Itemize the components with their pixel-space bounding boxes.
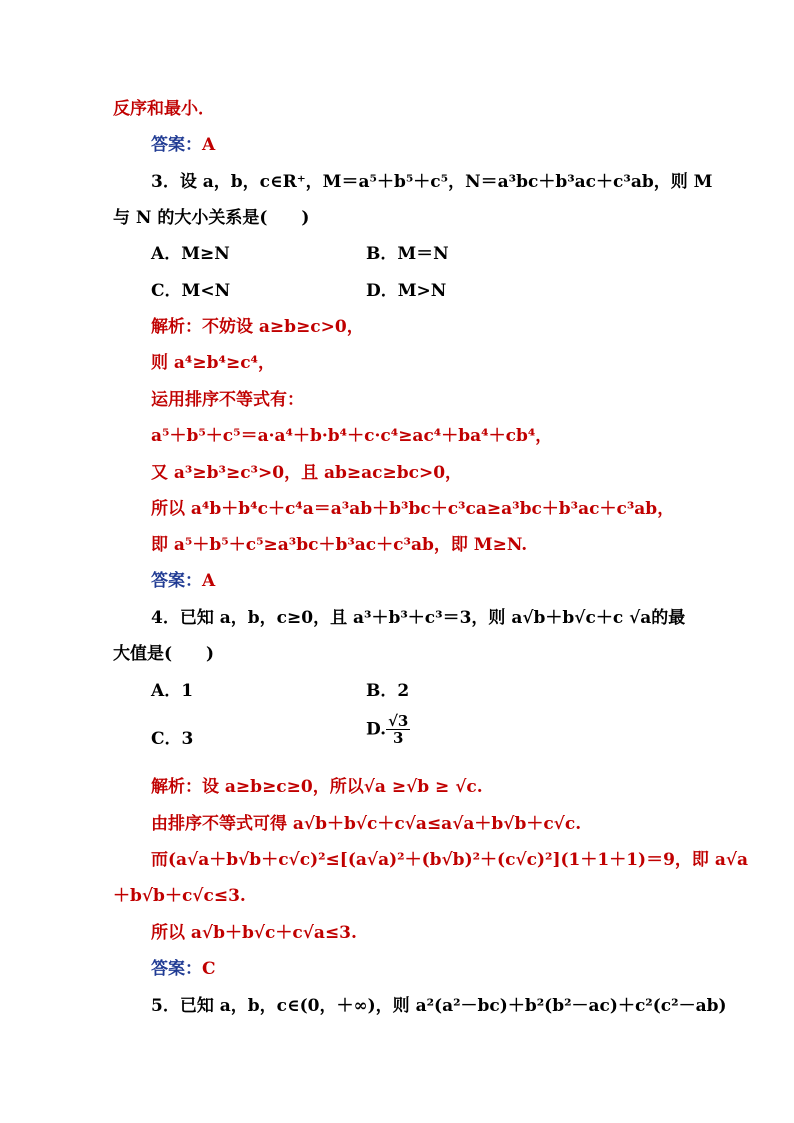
q3-solution-3: 运用排序不等式有： [151, 390, 304, 410]
q3-line2: 与 N 的大小关系是( ) [113, 208, 310, 228]
q3-solution-7: 即 a⁵＋b⁵＋c⁵≥a³bc＋b³ac＋c³ab，即 M≥N. [151, 535, 528, 555]
q4-solution-4: ＋b√b＋c√c≤3. [113, 886, 246, 906]
answer-value: A [202, 135, 216, 155]
answer-value: A [202, 571, 216, 591]
q3-solution-1: 解析：不妨设 a≥b≥c>0， [151, 317, 364, 337]
answer-label: 答案： [151, 959, 202, 979]
q5-line1: 5．已知 a，b，c∈(0，＋∞)，则 a²(a²－bc)＋b²(b²－ac)＋c²(c²－ab) [151, 996, 727, 1016]
q3-option-c: C．M<N [151, 281, 231, 301]
q4-solution-2: 由排序不等式可得 a√b＋b√c＋c√a≤a√a＋b√b＋c√c. [151, 814, 582, 834]
q3-solution-5: 又 a³≥b³≥c³>0，且 ab≥ac≥bc>0， [151, 463, 463, 483]
q4-option-a: A．1 [151, 681, 194, 701]
answer-line-q4 [151, 958, 216, 980]
q4-line2: 大值是( ) [113, 644, 215, 664]
q4-option-d [366, 713, 410, 746]
fraction-numerator: √3 [388, 712, 409, 730]
q3-solution-4: a⁵＋b⁵＋c⁵＝a·a⁴＋b·b⁴＋c·c⁴≥ac⁴＋ba⁴＋cb⁴， [151, 426, 553, 446]
q3-solution-2: 则 a⁴≥b⁴≥c⁴， [151, 353, 275, 373]
q3-line1: 3．设 a，b，c∈R⁺，M＝a⁵＋b⁵＋c⁵，N＝a³bc＋b³ac＋c³ab，则 M [151, 172, 713, 192]
q3-option-a: A．M≥N [151, 244, 230, 264]
q4-solution-1: 解析：设 a≥b≥c≥0，所以√a ≥√b ≥ √c. [151, 777, 483, 797]
answer-value: C [202, 959, 216, 979]
q4-solution-5: 所以 a√b＋b√c＋c√a≤3. [151, 923, 357, 943]
q4-option-b: B．2 [366, 681, 410, 701]
option-d-fraction [386, 713, 410, 746]
fraction-denominator: 3 [392, 729, 404, 747]
q3-option-d: D．M>N [366, 281, 447, 301]
answer-label: 答案： [151, 571, 202, 591]
q4-line1: 4．已知 a，b，c≥0，且 a³＋b³＋c³＝3，则 a√b＋b√c＋c √a的最 [151, 608, 686, 628]
answer-line-q3 [151, 570, 215, 592]
answer-label: 答案： [151, 135, 202, 155]
q4-solution-3: 而(a√a＋b√b＋c√c)²≤[(a√a)²＋(b√b)²＋(c√c)²](1＋1＋1)＝9，即 a√a [151, 850, 749, 870]
option-d-label: D. [366, 719, 387, 740]
q3-option-b: B．M＝N [366, 244, 449, 264]
top-fragment: 反序和最小． [113, 99, 215, 119]
answer-line-q2 [151, 134, 215, 156]
q4-option-c: C．3 [151, 729, 194, 749]
q3-solution-6: 所以 a⁴b＋b⁴c＋c⁴a＝a³ab＋b³bc＋c³ca≥a³bc＋b³ac＋c³ab， [151, 499, 675, 519]
